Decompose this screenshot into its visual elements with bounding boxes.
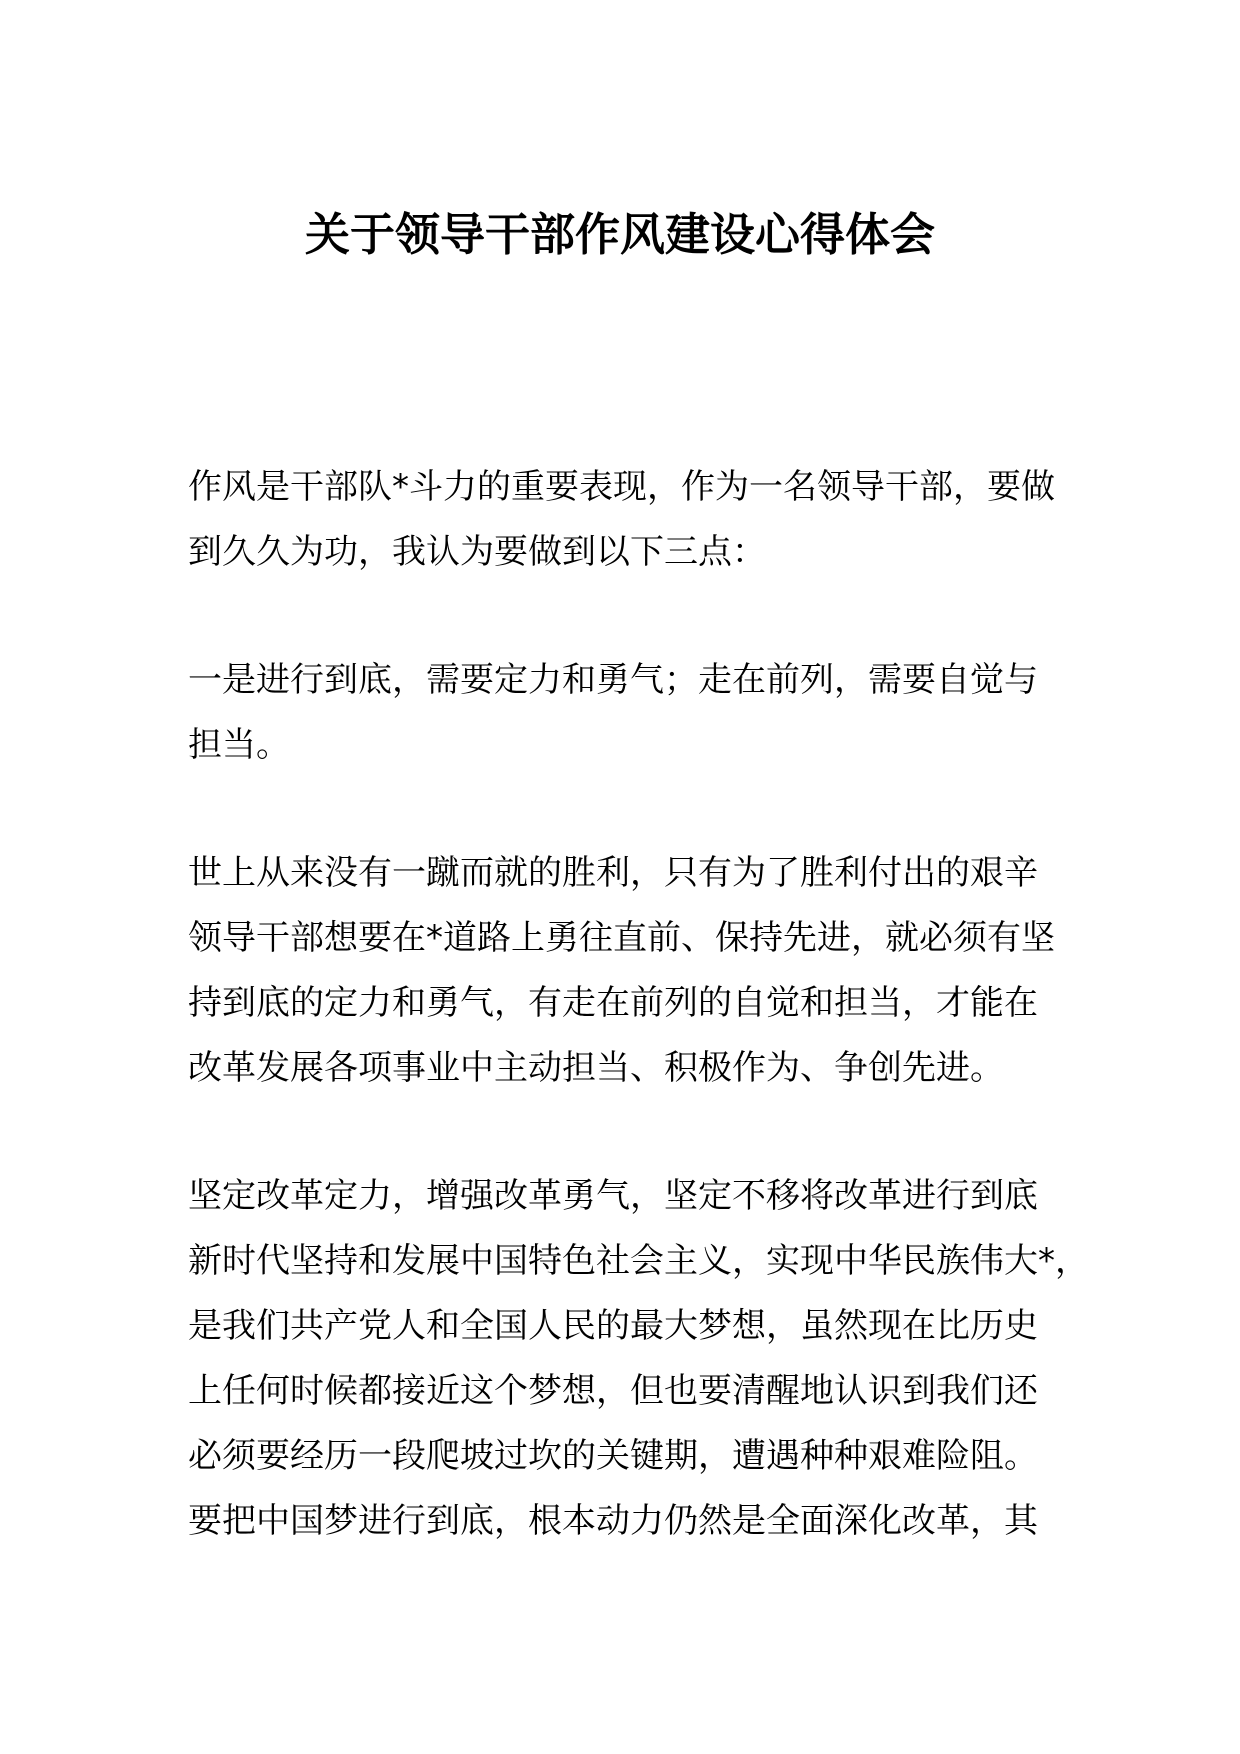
paragraph-line: 一是进行到底，需要定力和勇气；走在前列，需要自觉与 (188, 660, 1038, 700)
paragraph-line: 持到底的定力和勇气，有走在前列的自觉和担当，才能在 (188, 983, 1038, 1023)
document-body (188, 455, 1089, 1617)
paragraph-line: 世上从来没有一蹴而就的胜利，只有为了胜利付出的艰辛 (188, 853, 1038, 893)
document-title: 关于领导干部作风建设心得体会 (304, 208, 935, 261)
paragraph-line: 要把中国梦进行到底，根本动力仍然是全面深化改革，其 (188, 1501, 1038, 1541)
paragraph-intro (188, 455, 1068, 585)
paragraph-line: 担当。 (188, 725, 290, 765)
paragraph-line: 改革发展各项事业中主动担当、积极作为、争创先进。 (188, 1048, 1004, 1088)
paragraph-perseverance (188, 841, 1068, 1101)
paragraph-line: 坚定改革定力，增强改革勇气，坚定不移将改革进行到底 (188, 1176, 1038, 1216)
paragraph-line: 领导干部想要在*道路上勇往直前、保持先进，就必须有坚 (188, 918, 1055, 958)
paragraph-line: 到久久为功，我认为要做到以下三点： (188, 532, 766, 572)
paragraph-reform (188, 1164, 1089, 1554)
paragraph-line: 作风是干部队*斗力的重要表现，作为一名领导干部，要做 (188, 467, 1055, 507)
paragraph-line: 是我们共产党人和全国人民的最大梦想，虽然现在比历史 (188, 1306, 1038, 1346)
paragraph-line: 上任何时候都接近这个梦想，但也要清醒地认识到我们还 (188, 1371, 1038, 1411)
paragraph-point-one (188, 648, 1068, 778)
paragraph-line: 必须要经历一段爬坡过坎的关键期，遭遇种种艰难险阻。 (188, 1436, 1038, 1476)
paragraph-line: 新时代坚持和发展中国特色社会主义，实现中华民族伟大*， (188, 1241, 1089, 1281)
